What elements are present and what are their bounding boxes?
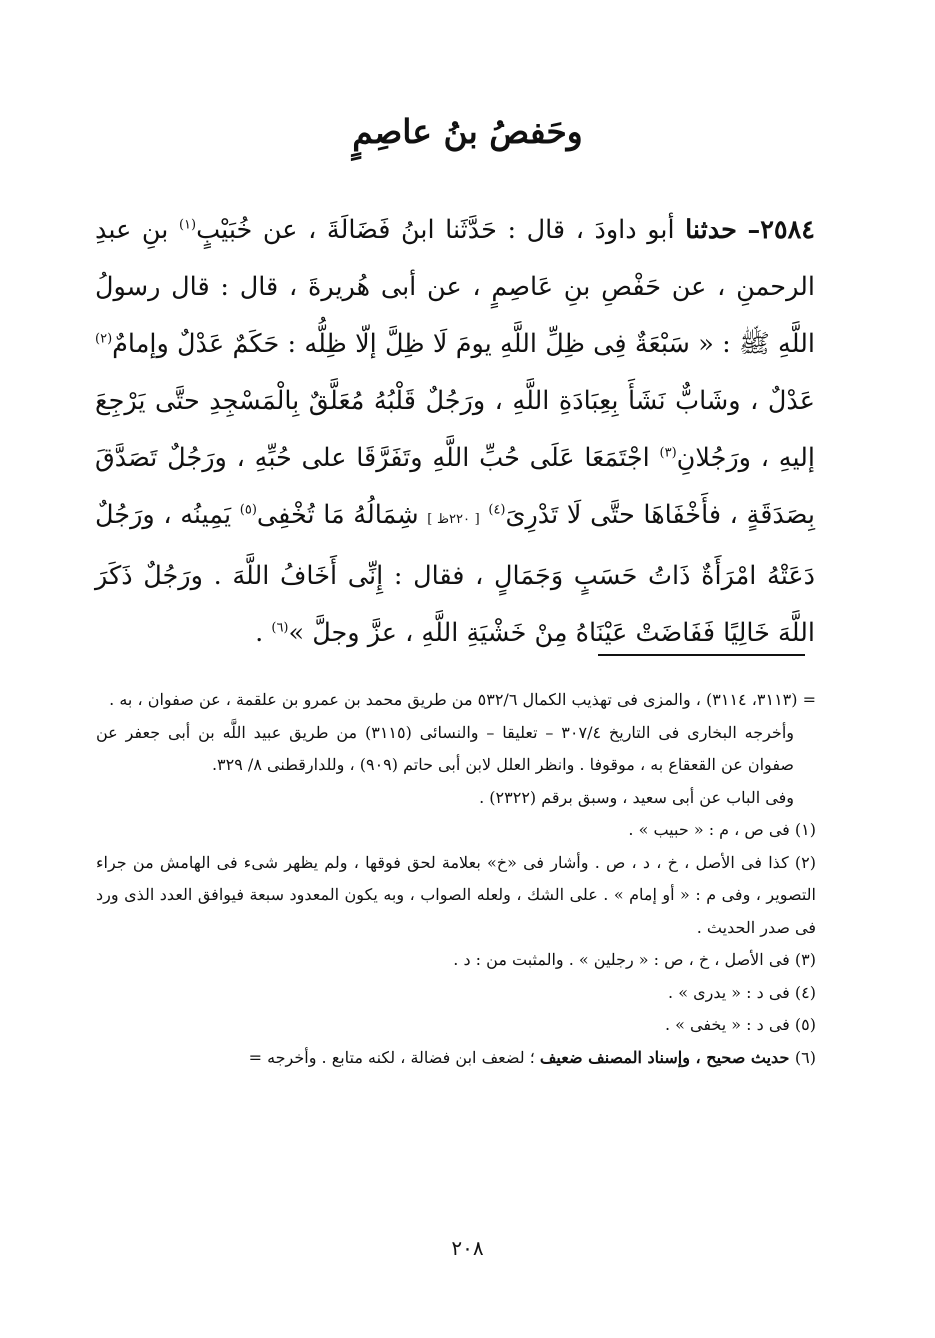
chapter-title: وحَفصُ بنُ عاصِمٍ <box>352 112 583 151</box>
hadith-number: ٢٥٨٤– <box>747 215 816 245</box>
footnote-6-grading: حديث صحيح ، وإسناد المصنف ضعيف <box>539 1047 795 1067</box>
footnote-4: (٤) فى د : « يدرى » . <box>668 982 816 1002</box>
footnote-1: (١) فى ص ، م : « حبيب » . <box>628 820 816 839</box>
footnote-6-text: ؛ لضعف ابن فضالة ، لكنه متابع . وأخرجه = <box>248 1047 540 1067</box>
footnote-continuation: = (٣١١٣، ٣١١٤) ، والمزى فى تهذيب الكمال ٥٣٢/٦ من طريق محمد بن عمرو بن علقمة ، عن صفوان ، به . <box>109 690 816 709</box>
footnote-6-label: (٦) <box>794 1047 816 1067</box>
footnote-5: (٥) فى د : « يخفى » . <box>664 1015 816 1034</box>
hadith-text-3: عَدْلٌ ، وشَابٌّ نَشَأَ بِعِبَادَةِ اللَّهِ ، ورَجُلٌ قَلْبُهُ مُعَلَّقٌ بِالْمَسْجِدِ حتَّى يَرْجِعَ إليهِ ، ورَجُلانِ <box>95 386 815 473</box>
footnote-3: (٣) فى الأصل ، خ ، ص : « رجلين » . والمثبت من : د . <box>453 950 816 969</box>
footnote-ref-6: (٦) <box>271 620 289 636</box>
footnote-continuation: وأخرجه البخارى فى التاريخ ٣٠٧/٤ – تعليقا – والنسائى (٣١١٥) من طريق عبيد اللَّه بن أبى جعفر عن صفوان عن القعقاع به ، موقوفا . وانظر العلل لابن أبى حاتم (٩٠٩) ، وللدارقطنى ٨/ ٣٢٩. <box>96 722 794 774</box>
footnote-separator <box>598 654 805 656</box>
hadith-text-2: بنِ عبدِ الرحمنِ ، عن حَفْصِ بنِ عَاصِمٍ ، عن أبى هُريرةَ ، قال : قال رسولُ اللَّهِ ﷺ : « سَبْعَةٌ فِى ظِلِّ اللَّهِ يومَ لَا ظِلَّ إلّا ظِلُّه : حَكَمٌ عَدْلٌ وإمامٌ <box>95 215 815 359</box>
footnote-continuation: وفى الباب عن أبى سعيد ، وسبق برقم (٢٣٢٢) . <box>479 787 794 807</box>
hadith-text-4: اجْتَمَعَا عَلَى حُبِّ اللَّهِ وتَفَرَّقَا على حُبِّهِ ، ورَجُلٌ تَصَدَّقَ بِصَدَقَةٍ ، فأَخْفَاهَا حتَّى لَا تَدْرِىَ <box>95 443 815 530</box>
hadith-text-6: يَمِينُه ، ورَجُلٌ دَعَتْهُ امْرَأَةٌ ذَاتُ حَسَبٍ وَجَمَالٍ ، فقال : إِنِّى أَخَافُ اللَّهَ . ورَجُلٌ ذَكَرَ اللَّهَ خَالِيًا فَفَاضَتْ عَيْنَاهُ مِنْ خَشْيَةِ اللَّهِ ، عزَّ وجلَّ » <box>95 500 815 648</box>
footnote-2: (٢) كذا فى الأصل ، خ ، د ، ص . وأشار فى «خ» بعلامة لحق فوقها ، ولم يظهر شىء فى الهامش من جراء التصوير ، وفى م : « أو إمام » . على الشك ، ولعله الصواب ، وبه يكون المعدود سبعة فيوافق العدد الذى ورد فى صدر الحديث . <box>96 852 817 937</box>
page-number: ٢٠٨ <box>451 1236 484 1260</box>
hadith-paragraph <box>95 202 815 662</box>
footnote-ref-5: (٥) <box>239 502 257 518</box>
manuscript-margin-ref: [ ٢٢٠ظ ] <box>427 512 480 527</box>
footnote-ref-2: (٢) <box>95 331 113 347</box>
footnote-6 <box>96 1042 816 1075</box>
hadith-opening: حدثنا <box>685 215 737 245</box>
hadith-body <box>95 202 815 662</box>
hadith-text-end: . <box>255 618 272 648</box>
footnotes <box>96 684 816 1074</box>
hadith-text-5: شِمَالُهُ مَا تُخْفِى <box>256 500 428 530</box>
footnote-ref-3: (٣) <box>659 445 677 461</box>
hadith-text-1: أبو داودَ ، قال : حَدَّثَنا ابنُ فَضَالَةَ ، عن خُبَيْبٍ <box>196 215 686 245</box>
footnote-ref-1: (١) <box>178 217 197 233</box>
footnote-ref-4: (٤) <box>488 502 506 518</box>
